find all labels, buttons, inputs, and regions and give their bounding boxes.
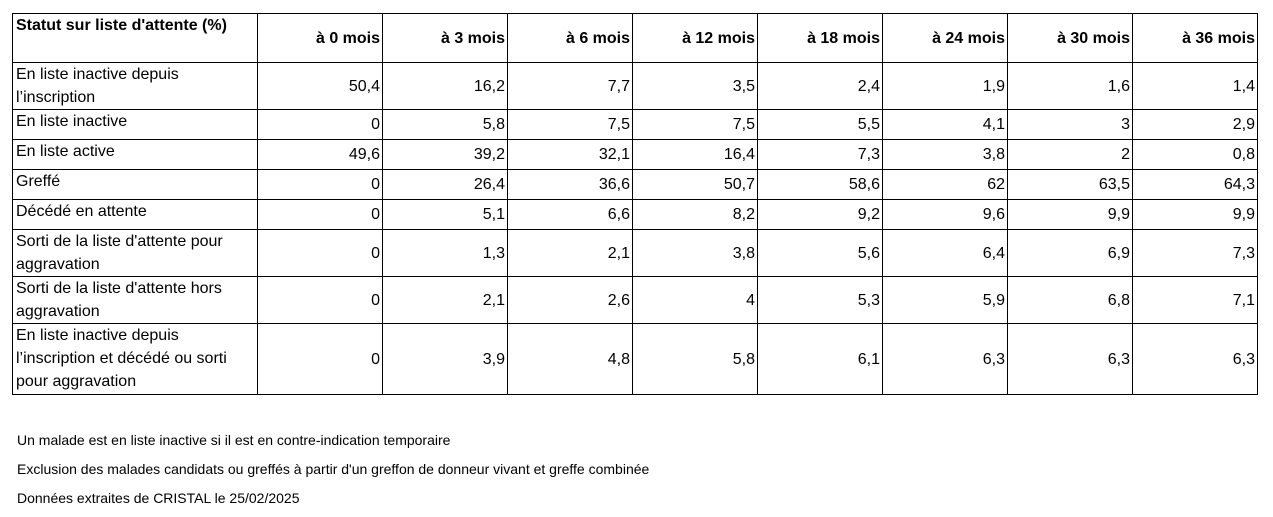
- table-cell: 2,4: [758, 63, 883, 110]
- table-cell: 9,9: [1008, 200, 1133, 230]
- table-cell: 9,2: [758, 200, 883, 230]
- row-label: Sorti de la liste d'attente hors aggravation: [13, 277, 258, 324]
- table-cell: 3,8: [883, 140, 1008, 170]
- table-row: [13, 230, 1258, 277]
- table-cell: 4,1: [883, 110, 1008, 140]
- table-cell: 7,1: [1133, 277, 1258, 324]
- table-cell: 4,8: [508, 324, 633, 395]
- table-cell: 39,2: [383, 140, 508, 170]
- table-row: [13, 277, 1258, 324]
- table-row: [13, 200, 1258, 230]
- column-header: à 30 mois: [1008, 14, 1133, 63]
- table-cell: 7,5: [633, 110, 758, 140]
- row-label: Sorti de la liste d'attente pour aggravation: [13, 230, 258, 277]
- table-cell: 3,8: [633, 230, 758, 277]
- table-cell: 6,3: [883, 324, 1008, 395]
- table-cell: 5,9: [883, 277, 1008, 324]
- table-cell: 9,6: [883, 200, 1008, 230]
- table-cell: 26,4: [383, 170, 508, 200]
- table-cell: 6,9: [1008, 230, 1133, 277]
- table-cell: 5,1: [383, 200, 508, 230]
- row-label: En liste inactive depuis l’inscription et décédé ou sorti pour aggravation: [13, 324, 258, 395]
- table-cell: 1,4: [1133, 63, 1258, 110]
- table-cell: 0: [258, 277, 383, 324]
- table-cell: 3: [1008, 110, 1133, 140]
- table-cell: 2,1: [383, 277, 508, 324]
- table-cell: 2,1: [508, 230, 633, 277]
- table-cell: 5,8: [383, 110, 508, 140]
- row-label: En liste inactive depuis l’inscription: [13, 63, 258, 110]
- footnote-exclusion: Exclusion des malades candidats ou greffés à partir d'un greffon de donneur vivant et greffe combinée: [17, 461, 650, 477]
- table-cell: 2,6: [508, 277, 633, 324]
- footnote-data-source: Données extraites de CRISTAL le 25/02/2025: [17, 490, 300, 506]
- table-cell: 6,8: [1008, 277, 1133, 324]
- table-cell: 0: [258, 110, 383, 140]
- table-cell: 5,5: [758, 110, 883, 140]
- table-cell: 64,3: [1133, 170, 1258, 200]
- table-cell: 3,9: [383, 324, 508, 395]
- table-cell: 36,6: [508, 170, 633, 200]
- footnote-inactive-definition: Un malade est en liste inactive si il est en contre-indication temporaire: [17, 432, 451, 448]
- corner-header: Statut sur liste d'attente (%): [13, 14, 258, 63]
- table-cell: 1,3: [383, 230, 508, 277]
- table-cell: 6,4: [883, 230, 1008, 277]
- column-header: à 18 mois: [758, 14, 883, 63]
- table-cell: 0: [258, 170, 383, 200]
- table-cell: 6,1: [758, 324, 883, 395]
- table-cell: 9,9: [1133, 200, 1258, 230]
- table-cell: 8,2: [633, 200, 758, 230]
- column-header: à 3 mois: [383, 14, 508, 63]
- table-cell: 0: [258, 230, 383, 277]
- table-cell: 16,2: [383, 63, 508, 110]
- row-label: En liste active: [13, 140, 258, 170]
- table-cell: 7,7: [508, 63, 633, 110]
- table-cell: 6,6: [508, 200, 633, 230]
- row-label: Greffé: [13, 170, 258, 200]
- table-cell: 50,4: [258, 63, 383, 110]
- table-cell: 5,8: [633, 324, 758, 395]
- column-header: à 12 mois: [633, 14, 758, 63]
- table-cell: 5,6: [758, 230, 883, 277]
- column-header: à 0 mois: [258, 14, 383, 63]
- table-cell: 7,5: [508, 110, 633, 140]
- table-cell: 7,3: [758, 140, 883, 170]
- table-cell: 0,8: [1133, 140, 1258, 170]
- table-cell: 5,3: [758, 277, 883, 324]
- table-cell: 32,1: [508, 140, 633, 170]
- table-cell: 50,7: [633, 170, 758, 200]
- table-cell: 63,5: [1008, 170, 1133, 200]
- column-header: à 6 mois: [508, 14, 633, 63]
- table-cell: 7,3: [1133, 230, 1258, 277]
- table-cell: 6,3: [1008, 324, 1133, 395]
- table-cell: 1,9: [883, 63, 1008, 110]
- table-cell: 49,6: [258, 140, 383, 170]
- waiting-list-status-table: [12, 13, 1258, 395]
- table-cell: 6,3: [1133, 324, 1258, 395]
- table-cell: 0: [258, 200, 383, 230]
- table-cell: 4: [633, 277, 758, 324]
- table-cell: 2,9: [1133, 110, 1258, 140]
- table-cell: 2: [1008, 140, 1133, 170]
- table-cell: 58,6: [758, 170, 883, 200]
- column-header: à 36 mois: [1133, 14, 1258, 63]
- header-row: [13, 14, 1258, 63]
- table-row: [13, 324, 1258, 395]
- table-cell: 1,6: [1008, 63, 1133, 110]
- table-row: [13, 140, 1258, 170]
- table-row: [13, 170, 1258, 200]
- table-cell: 16,4: [633, 140, 758, 170]
- column-header: à 24 mois: [883, 14, 1008, 63]
- row-label: Décédé en attente: [13, 200, 258, 230]
- table-cell: 3,5: [633, 63, 758, 110]
- row-label: En liste inactive: [13, 110, 258, 140]
- table-row: [13, 63, 1258, 110]
- table-row: [13, 110, 1258, 140]
- footnotes: [17, 430, 649, 517]
- table-cell: 0: [258, 324, 383, 395]
- table-cell: 62: [883, 170, 1008, 200]
